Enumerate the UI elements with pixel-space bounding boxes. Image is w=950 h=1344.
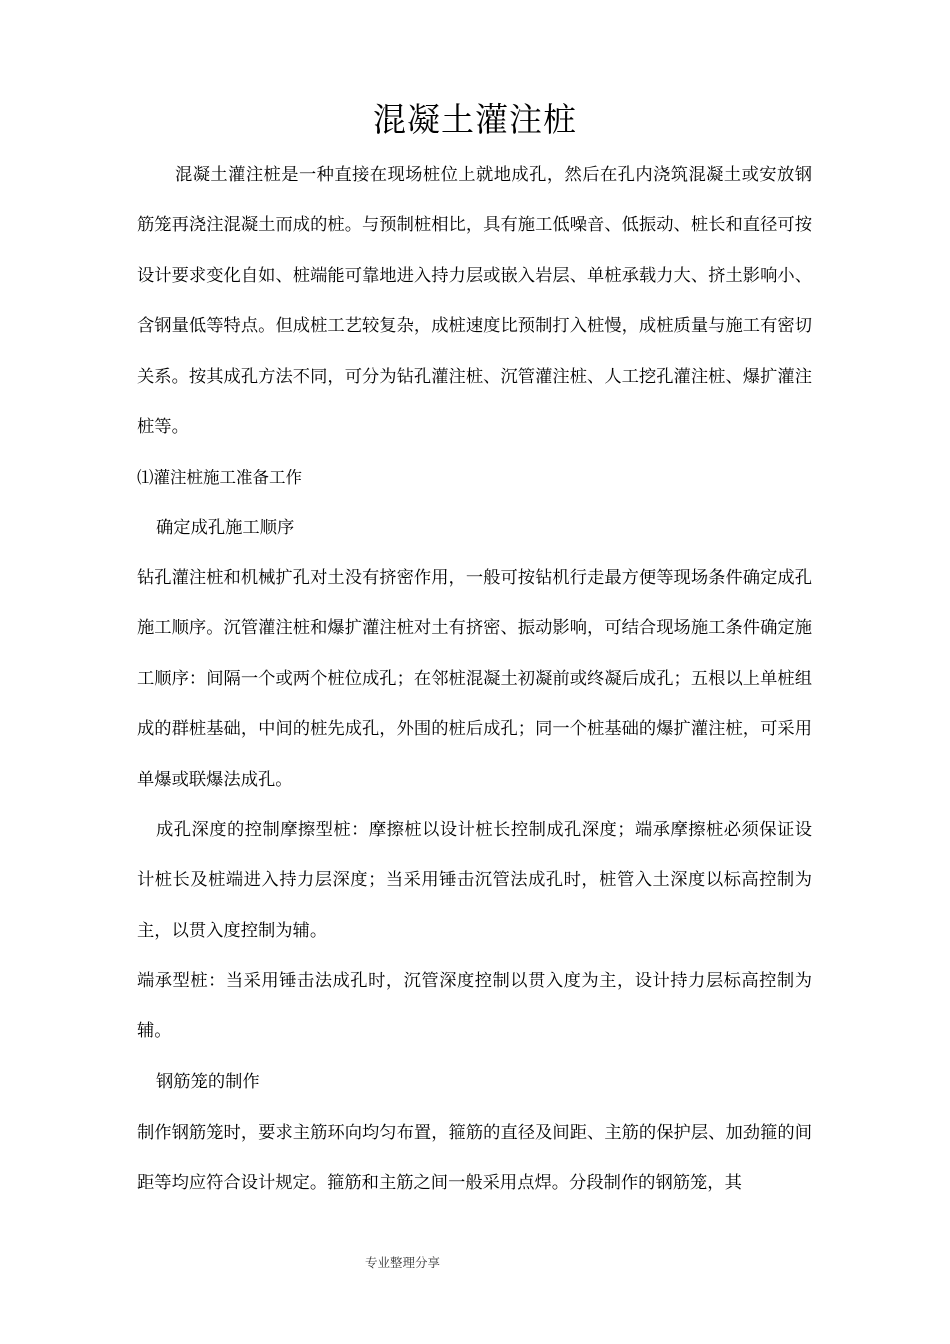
hole-depth-paragraph: 成孔深度的控制摩擦型桩：摩擦桩以设计桩长控制成孔深度；端承摩擦桩必须保证设计桩长及桩端进入持力层深度；当采用锤击沉管法成孔时，桩管入土深度以标高控制为主，以贯入度控制为辅。 [137,820,812,941]
document-title: 混凝土灌注桩 [373,100,577,139]
subheading-rebar-cage: 钢筋笼的制作 [156,1072,260,1092]
subheading-construction-order: 确定成孔施工顺序 [156,518,295,538]
rebar-cage-paragraph: 制作钢筋笼时，要求主筋环向均匀布置，箍筋的直径及间距、主筋的保护层、加劲箍的间距等均应符合设计规定。箍筋和主筋之间一般采用点焊。分段制作的钢筋笼，其 [137,1123,812,1194]
section-heading-preparation: ⑴灌注桩施工准备工作 [137,468,302,487]
page-footer: 专业整理分享 [365,1255,441,1270]
intro-paragraph: 混凝土灌注桩是一种直接在现场桩位上就地成孔，然后在孔内浇筑混凝土或安放钢筋笼再浇注混凝土而成的桩。与预制桩相比，具有施工低噪音、低振动、桩长和直径可按设计要求变化自如、桩端能可靠地进入持力层或嵌入岩层、单桩承载力大、挤土影响小、含钢量低等特点。但成桩工艺较复杂，成桩速度比预制打入桩慢，成桩质量与施工有密切关系。按其成孔方法不同，可分为钻孔灌注桩、沉管灌注桩、人工挖孔灌注桩、爆扩灌注桩等。 [137,165,812,438]
end-bearing-pile-paragraph: 端承型桩：当采用锤击法成孔时，沉管深度控制以贯入度为主，设计持力层标高控制为辅。 [137,971,812,1042]
construction-order-paragraph: 钻孔灌注桩和机械扩孔对土没有挤密作用，一般可按钻机行走最方便等现场条件确定成孔施工顺序。沉管灌注桩和爆扩灌注桩对土有挤密、振动影响，可结合现场施工条件确定施工顺序：间隔一个或两个桩位成孔；在邻桩混凝土初凝前或终凝后成孔；五根以上单桩组成的群桩基础，中间的桩先成孔，外围的桩后成孔；同一个桩基础的爆扩灌注桩，可采用单爆或联爆法成孔。 [137,568,812,790]
